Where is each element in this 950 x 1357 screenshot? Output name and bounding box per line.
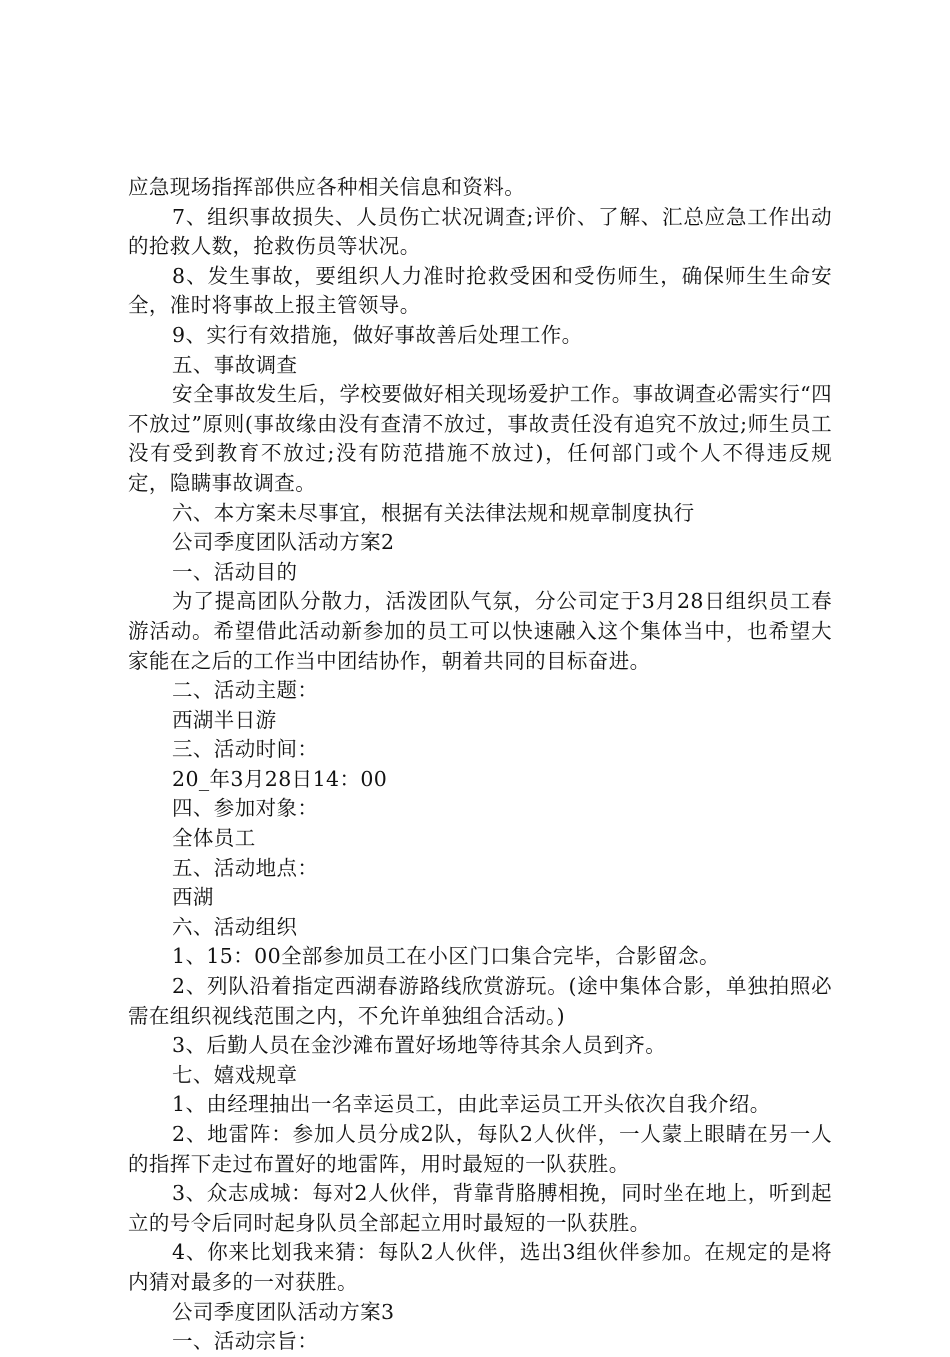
paragraph: 1、15：00全部参加员工在小区门口集合完毕，合影留念。: [172, 944, 720, 969]
paragraph: 2、地雷阵：参加人员分成2队，每队2人伙伴，一人蒙上眼睛在另一人的指挥下走过布置好的地雷阵，用时最短的一队获胜。: [128, 1122, 832, 1176]
paragraph: 全体员工: [172, 826, 256, 851]
paragraph: 7、组织事故损失、人员伤亡状况调查;评价、了解、汇总应急工作出动的抢救人数，抢救伤员等状况。: [128, 204, 832, 259]
paragraph: 六、本方案未尽事宜，根据有关法律法规和规章制度执行: [172, 500, 695, 525]
paragraph: 3、后勤人员在金沙滩布置好场地等待其余人员到齐。: [172, 1033, 667, 1058]
section-heading: 三、活动时间：: [172, 737, 319, 762]
paragraph: 西湖: [172, 885, 214, 910]
paragraph: 4、你来比划我来猜：每队2人伙伴，选出3组伙伴参加。在规定的是将内猜对最多的一对获胜。: [128, 1240, 832, 1294]
document-page: [128, 173, 832, 1357]
plan-title: 公司季度团队活动方案2: [172, 530, 395, 555]
section-heading: 五、事故调查: [172, 352, 298, 377]
paragraph: 2、列队沿着指定西湖春游路线欣赏游玩。(途中集体合影，单独拍照必需在组织视线范围之内，不允许单独组合活动。): [128, 974, 832, 1028]
paragraph: 为了提高团队分散力，活泼团队气氛，分公司定于3月28日组织员工春游活动。希望借此活动新参加的员工可以快速融入这个集体当中，也希望大家能在之后的工作当中团结协作，朝着共同的目标奋进。: [128, 589, 832, 673]
paragraph: 1、由经理抽出一名幸运员工，由此幸运员工开头依次自我介绍。: [172, 1092, 771, 1117]
section-heading: 一、活动目的: [172, 559, 298, 584]
section-heading: 二、活动主题：: [172, 678, 319, 703]
paragraph: 8、发生事故，要组织人力准时抢救受困和受伤师生，确保师生生命安全，准时将事故上报主管领导。: [128, 263, 832, 318]
paragraph: 20_年3月28日14：00: [172, 766, 388, 791]
plan-title: 公司季度团队活动方案3: [172, 1299, 395, 1324]
section-heading: 四、参加对象：: [172, 796, 319, 821]
section-heading: 六、活动组织: [172, 914, 298, 939]
section-heading: 一、活动宗旨：: [172, 1329, 319, 1354]
paragraph: 安全事故发生后，学校要做好相关现场爱护工作。事故调查必需实行“四不放过”原则(事故缘由没有查清不放过，事故责任没有追究不放过;师生员工没有受到教育不放过;没有防范措施不放过)，任何部门或个人不得违反规定，隐瞒事故调查。: [128, 382, 832, 495]
section-heading: 七、嬉戏规章: [172, 1062, 298, 1087]
paragraph: 应急现场指挥部供应各种相关信息和资料。: [128, 175, 526, 199]
section-heading: 五、活动地点：: [172, 855, 319, 880]
paragraph: 西湖半日游: [172, 707, 277, 732]
paragraph: 9、实行有效措施，做好事故善后处理工作。: [172, 322, 583, 347]
paragraph: 3、众志成城：每对2人伙伴，背靠背胳膊相挽，同时坐在地上，听到起立的号令后同时起身队员全部起立用时最短的一队获胜。: [128, 1181, 832, 1235]
